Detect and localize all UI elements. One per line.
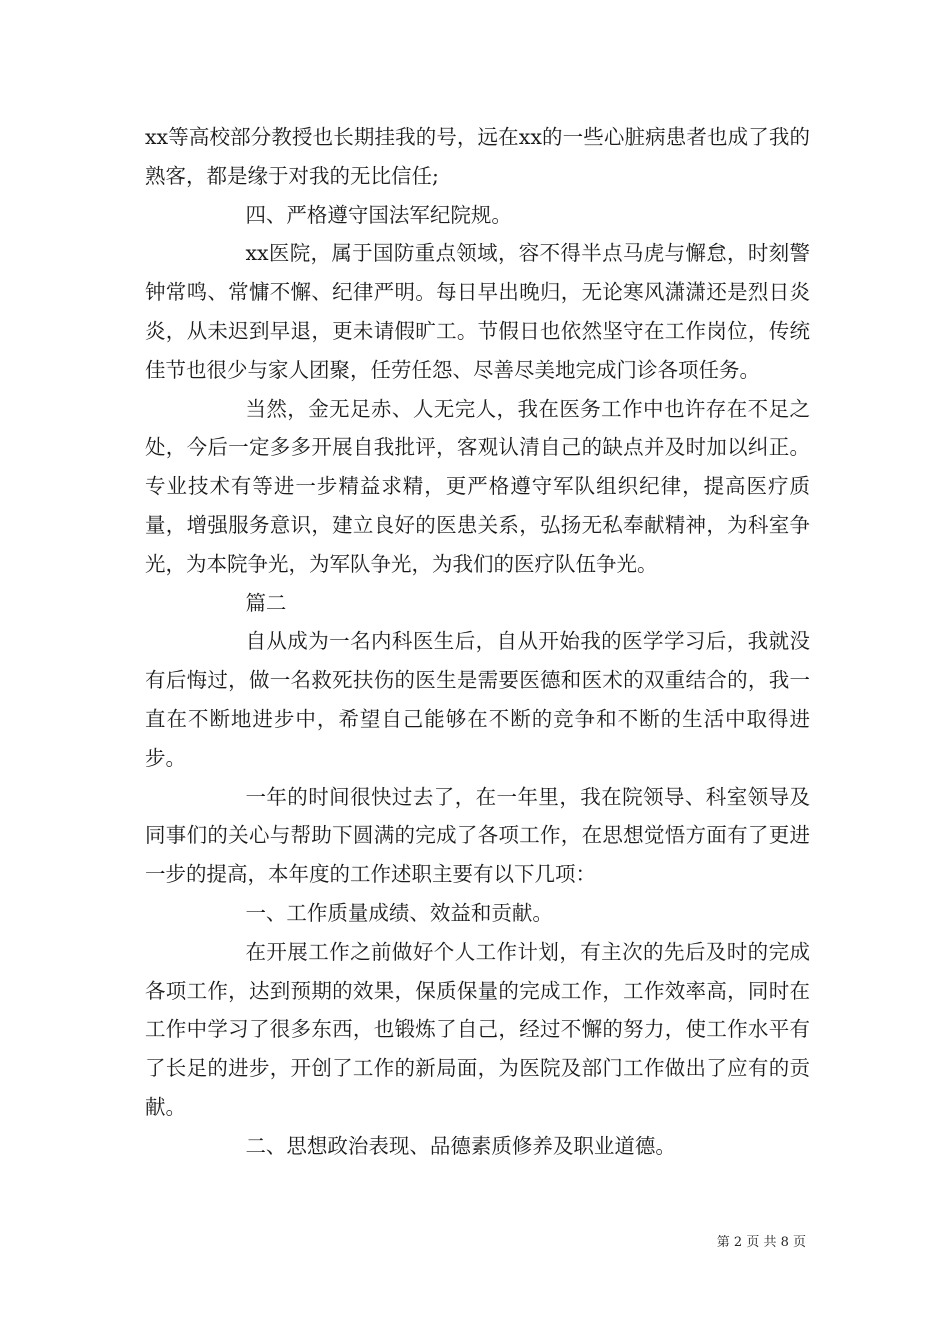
paragraph-work-plan: 在开展工作之前做好个人工作计划，有主次的先后及时的完成各项工作，达到预期的效果，保质保量的完成工作，工作效率高，同时在工作中学习了很多东西，也锻炼了自己，经过不懈的努力，使工作水平有了长足的进步，开创了工作的新局面，为医院及部门工作做出了应有的贡献。 [145,939,810,1119]
paragraph-intro: 自从成为一名内科医生后，自从开始我的医学学习后，我就没有后悔过，做一名救死扶伤的医生是需要医德和医术的双重结合的，我一直在不断地进步中，希望自己能够在不断的竞争和不断的生活中取得进步。 [145,629,810,770]
chapter-heading-part-two: 篇二 [245,590,287,615]
section-heading-one: 一、工作质量成绩、效益和贡献。 [245,900,553,925]
paragraph-self-criticism: 当然，金无足赤、人无完人，我在医务工作中也许存在不足之处，今后一定多多开展自我批评，客观认清自己的缺点并及时加以纠正。专业技术有等进一步精益求精，更严格遵守军队组织纪律，提高医疗质量，增强服务意识，建立良好的医患关系，弘扬无私奉献精神，为科室争光，为本院争光，为军队争光，为我们的医疗队伍争光。 [145,396,810,576]
page-number-footer: 第 2 页 共 8 页 [716,1235,806,1250]
section-heading-two: 二、思想政治表现、品德素质修养及职业道德。 [245,1133,676,1158]
paragraph-continuation: xx等高校部分教授也长期挂我的号，远在xx的一些心脏病患者也成了我的熟客，都是缘于对我的无比信任; [145,125,810,188]
section-heading-four: 四、严格遵守国法军纪院规。 [245,202,512,227]
paragraph-discipline: xx医院，属于国防重点领域，容不得半点马虎与懈怠，时刻警钟常鸣、常慵不懈、纪律严明。每日早出晚归，无论寒风潇潇还是烈日炎炎，从未迟到早退，更未请假旷工。节假日也依然坚守在工作岗位，传统佳节也很少与家人团聚，任劳任怨、尽善尽美地完成门诊各项任务。 [145,241,810,382]
paragraph-year-review: 一年的时间很快过去了，在一年里，我在院领导、科室领导及同事们的关心与帮助下圆满的完成了各项工作，在思想觉悟方面有了更进一步的提高，本年度的工作述职主要有以下几项： [145,784,810,887]
document-body [145,118,810,1166]
